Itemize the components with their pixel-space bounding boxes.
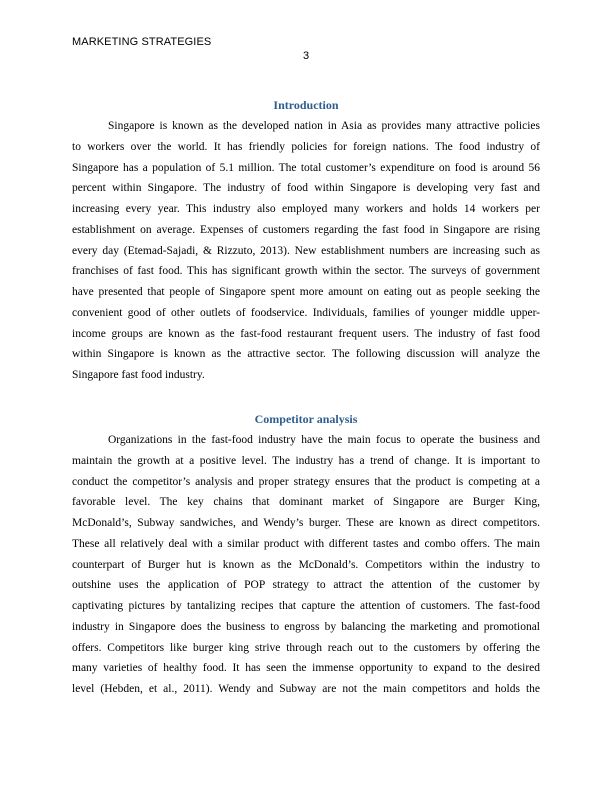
paragraph-line: These all relatively deal with a similar product with different tastes and combo offers. The main bbox=[72, 537, 540, 550]
paragraph-line: within Singapore is known as the attractive sector. The following discussion will analyze the bbox=[72, 348, 540, 361]
paragraph-line: offers. Competitors like burger king strive through reach out to the customers by offering the bbox=[72, 641, 540, 654]
paragraph-line: Singapore is known as the developed nation in Asia as provides many attractive policies bbox=[108, 120, 540, 132]
paragraph-line: Singapore has a population of 5.1 million. The total customer’s expenditure on food is around 56 bbox=[72, 161, 540, 174]
paragraph-line: have presented that people of Singapore spent more amount on eating out as people seeking the bbox=[72, 286, 540, 298]
paragraph-line: convenient good of other outlets of foodservice. Individuals, families of younger middle upper- bbox=[72, 306, 540, 319]
paragraph-line: Organizations in the fast-food industry have the main focus to operate the business and bbox=[108, 434, 540, 446]
paragraph-line: establishment on average. Expenses of customers regarding the fast food in Singapore are rising bbox=[72, 223, 540, 236]
page-number: 3 bbox=[302, 50, 310, 62]
competitor-analysis-paragraph bbox=[72, 430, 540, 700]
paragraph-line: industry in Singapore does the business to engross by balancing the marketing and promotional bbox=[72, 620, 540, 633]
paragraph-line: maintain the growth at a positive level. The industry has a trend of change. It is important to bbox=[72, 454, 540, 467]
paragraph-line: McDonald’s, Subway sandwiches, and Wendy’s burger. These are known as direct competitors. bbox=[72, 517, 540, 529]
paragraph-line: every day (Etemad-Sajadi, & Rizzuto, 2013). New establishment numbers are increasing such as bbox=[72, 244, 540, 257]
introduction-paragraph bbox=[72, 116, 540, 386]
paragraph-line: income groups are known as the fast-food restaurant frequent users. The industry of fast food bbox=[72, 327, 540, 340]
running-head: MARKETING STRATEGIES bbox=[72, 36, 212, 48]
paragraph-line: franchises of fast food. This has significant growth within the sector. The surveys of government bbox=[72, 265, 540, 278]
section-heading-introduction: Introduction bbox=[273, 98, 339, 112]
paragraph-line: conduct the competitor’s analysis and proper strategy ensures that the product is competing at a bbox=[72, 475, 540, 488]
paragraph-line: favorable level. The key chains that dominant market of Singapore are Burger King, bbox=[72, 496, 540, 509]
section-heading-competitor-analysis: Competitor analysis bbox=[254, 412, 358, 426]
paragraph-line: Singapore fast food industry. bbox=[72, 369, 205, 381]
paragraph-line: percent within Singapore. The industry of food within Singapore is developing very fast and bbox=[72, 182, 540, 195]
paragraph-line: counterpart of Burger hut is known as the McDonald’s. Competitors within the industry to bbox=[72, 558, 540, 571]
paragraph-line: increasing every year. This industry also employed many workers and holds 14 workers per bbox=[72, 203, 540, 215]
paragraph-line: level (Hebden, et al., 2011). Wendy and Subway are not the main competitors and holds the bbox=[72, 683, 540, 695]
paragraph-line: captivating pictures by tantalizing recipes that capture the attention of customers. The fast-food bbox=[72, 600, 540, 612]
paragraph-line: many varieties of healthy food. It has seen the immense opportunity to expand to the desired bbox=[72, 662, 540, 675]
paragraph-line: to workers over the world. It has friendly policies for foreign nations. The food industry of bbox=[72, 140, 540, 153]
paragraph-line: outshine uses the application of POP strategy to attract the attention of the customer by bbox=[72, 579, 540, 592]
